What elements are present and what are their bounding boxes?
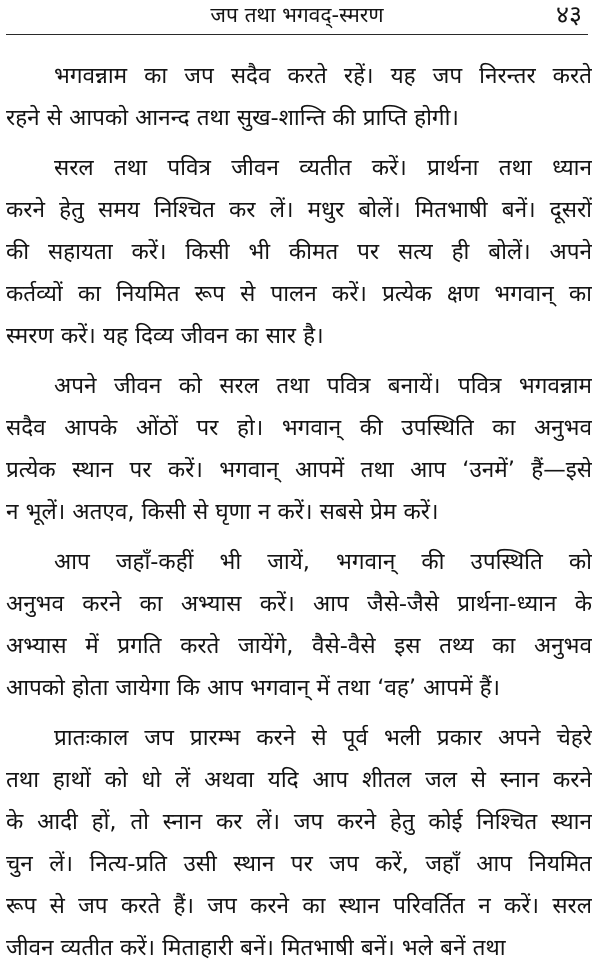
text-line: के आदी हों, तो स्नान कर लें। जप करने हेतु कोई निश्चित स्थान — [6, 809, 592, 835]
text-line: तथा हाथों को धो लें अथवा यदि आप शीतल जल से स्नान करने — [6, 767, 592, 793]
text-line: सरल तथा पवित्र जीवन व्यतीत करें। प्रार्थना तथा ध्यान — [54, 155, 592, 181]
text-line: चुन लें। नित्य-प्रति उसी स्थान पर जप करें, जहाँ आप नियमित — [6, 851, 592, 877]
text-line: सदैव आपके ओंठों पर हो। भगवान् की उपस्थिति का अनुभव — [6, 415, 592, 441]
text-line: प्रातःकाल जप प्रारम्भ करने से पूर्व भली प्रकार अपने चेहरे — [54, 725, 592, 751]
text-line: अनुभव करने का अभ्यास करें। आप जैसे-जैसे प्रार्थना-ध्यान के — [6, 591, 592, 617]
text-line: अभ्यास में प्रगति करते जायेंगे, वैसे-वैसे इस तथ्य का अनुभव — [6, 633, 592, 659]
text-line: रूप से जप करते हैं। जप करने का स्थान परिवर्तित न करें। सरल — [6, 893, 592, 919]
text-line: की सहायता करें। किसी भी कीमत पर सत्य ही बोलें। अपने — [6, 239, 592, 265]
paragraph — [6, 717, 592, 969]
paragraph — [6, 365, 592, 533]
paragraph — [6, 147, 592, 357]
text-line: भगवन्नाम का जप सदैव करते रहें। यह जप निरन्तर करते — [54, 63, 592, 89]
text-line: रहने से आपको आनन्द तथा सुख-शान्ति की प्राप्ति होगी। — [6, 105, 459, 131]
text-line: प्रत्येक स्थान पर करें। भगवान् आपमें तथा आप ‘उनमें’ हैं—इसे — [6, 457, 592, 483]
text-line: अपने जीवन को सरल तथा पवित्र बनायें। पवित्र भगवन्नाम — [54, 373, 592, 399]
text-line: आप जहाँ-कहीं भी जायें, भगवान् की उपस्थिति को — [54, 549, 592, 575]
paragraph — [6, 55, 592, 139]
text-line: जीवन व्यतीत करें। मिताहारी बनें। मितभाषी बनें। भले बनें तथा — [6, 935, 506, 961]
chapter-title: जप तथा भगवद्-स्मरण — [210, 3, 384, 27]
text-line: न भूलें। अतएव, किसी से घृणा न करें। सबसे प्रेम करें। — [6, 499, 439, 525]
page-body — [6, 55, 592, 969]
text-line: करने हेतु समय निश्चित कर लें। मधुर बोलें। मितभाषी बनें। दूसरों — [6, 197, 592, 223]
paragraph — [6, 541, 592, 709]
page-number: ४३ — [555, 0, 582, 29]
text-line: कर्तव्यों का नियमित रूप से पालन करें। प्रत्येक क्षण भगवान् का — [6, 281, 592, 307]
text-line: स्मरण करें। यह दिव्य जीवन का सार है। — [6, 323, 324, 349]
running-header — [6, 0, 588, 35]
text-line: आपको होता जायेगा कि आप भगवान् में तथा ‘वह’ आपमें हैं। — [6, 675, 501, 701]
